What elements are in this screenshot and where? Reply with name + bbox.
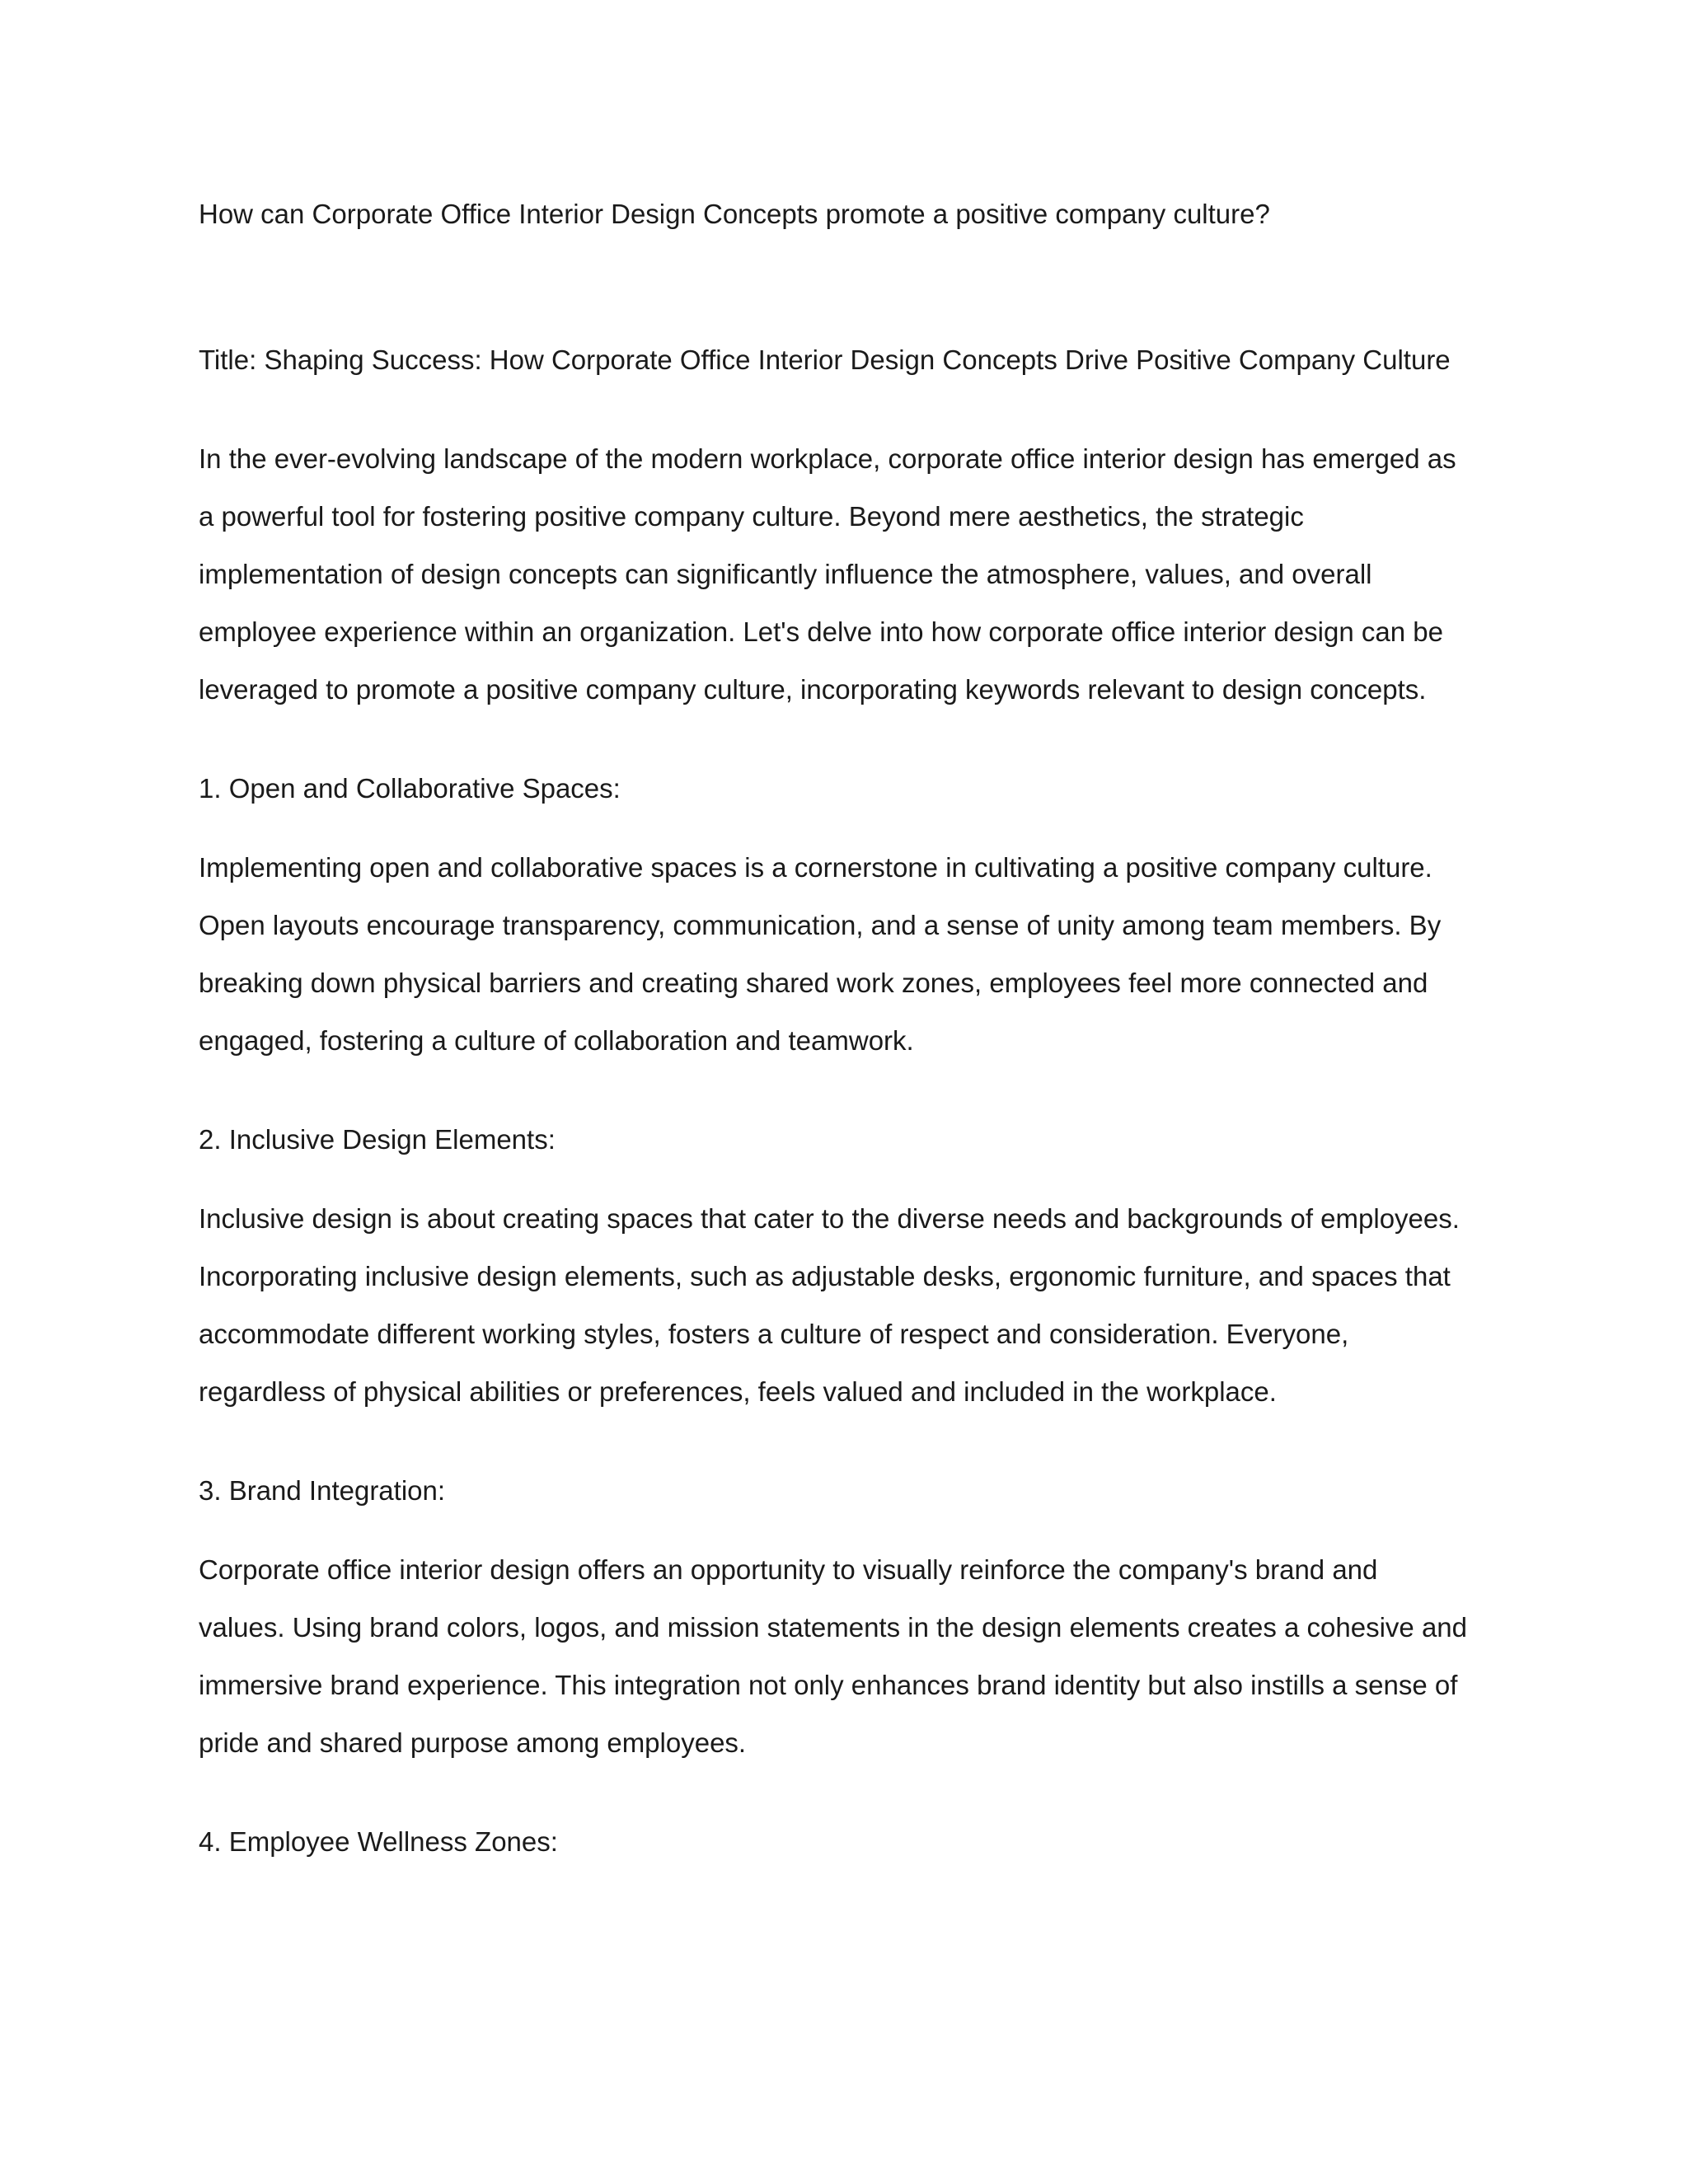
paragraph-line: values. Using brand colors, logos, and mission statements in the design elements creates a cohesive and: [199, 1612, 1468, 1643]
section-paragraph-brand-integration: [199, 1541, 1501, 1772]
section-paragraph-inclusive-design: [199, 1190, 1501, 1421]
section-heading-inclusive-design: 2. Inclusive Design Elements:: [199, 1124, 556, 1155]
section-heading-wellness-zones: 4. Employee Wellness Zones:: [199, 1826, 558, 1857]
paragraph-line: Inclusive design is about creating spaces that cater to the diverse needs and backgrounds of employees.: [199, 1203, 1460, 1234]
paragraph-line: a powerful tool for fostering positive company culture. Beyond mere aesthetics, the strategic: [199, 501, 1304, 532]
paragraph-line: Corporate office interior design offers an opportunity to visually reinforce the company's brand and: [199, 1554, 1378, 1585]
document-title: Title: Shaping Success: How Corporate Office Interior Design Concepts Drive Positive Company Culture: [199, 344, 1451, 375]
question-heading: How can Corporate Office Interior Design Concepts promote a positive company culture?: [199, 199, 1270, 229]
paragraph-line: leveraged to promote a positive company culture, incorporating keywords relevant to design concepts.: [199, 674, 1427, 705]
paragraph-line: immersive brand experience. This integration not only enhances brand identity but also instills a sense of: [199, 1670, 1458, 1700]
paragraph-line: implementation of design concepts can significantly influence the atmosphere, values, and overall: [199, 559, 1372, 589]
paragraph-line: pride and shared purpose among employees.: [199, 1727, 747, 1758]
paragraph-line: accommodate different working styles, fosters a culture of respect and consideration. Everyone,: [199, 1319, 1349, 1349]
paragraph-line: Implementing open and collaborative spaces is a cornerstone in cultivating a positive company culture.: [199, 852, 1432, 883]
section-heading-open-collaborative: 1. Open and Collaborative Spaces:: [199, 773, 621, 804]
intro-paragraph: [199, 430, 1501, 719]
paragraph-line: Open layouts encourage transparency, communication, and a sense of unity among team members. By: [199, 910, 1442, 940]
paragraph-line: Incorporating inclusive design elements, such as adjustable desks, ergonomic furniture, and spaces that: [199, 1261, 1451, 1291]
paragraph-line: regardless of physical abilities or preferences, feels valued and included in the workplace.: [199, 1376, 1277, 1407]
paragraph-line: employee experience within an organization. Let's delve into how corporate office interior design can be: [199, 616, 1443, 647]
paragraph-line: breaking down physical barriers and creating shared work zones, employees feel more connected and: [199, 968, 1428, 998]
section-heading-brand-integration: 3. Brand Integration:: [199, 1475, 446, 1506]
paragraph-line: engaged, fostering a culture of collaboration and teamwork.: [199, 1025, 914, 1056]
section-paragraph-open-collaborative: [199, 839, 1501, 1070]
paragraph-line: In the ever-evolving landscape of the modern workplace, corporate office interior design has emerged as: [199, 443, 1456, 474]
